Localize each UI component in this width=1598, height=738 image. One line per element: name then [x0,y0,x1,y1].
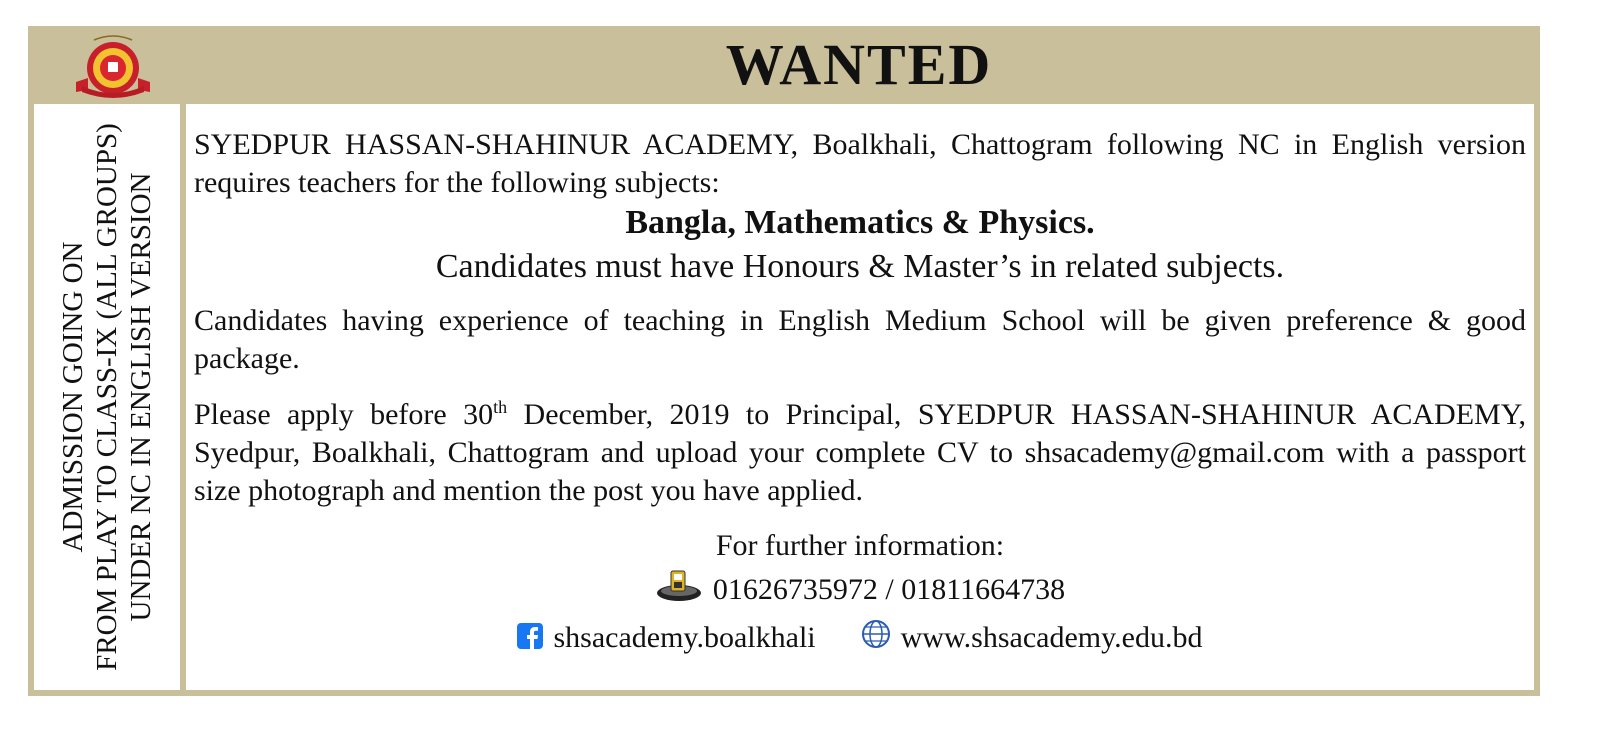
page-title: WANTED [725,32,993,97]
apply-paragraph [194,396,1526,510]
requirement-line: Candidates must have Honours & Master’s in related subjects. [435,248,1285,285]
sidebar-line: ADMISSION GOING ON [57,241,89,553]
apply-prefix: Please apply before 30 [194,398,494,431]
main-content [186,104,1534,690]
advertisement-frame [28,26,1540,696]
academy-seal-icon [68,34,158,102]
contact-block [194,524,1526,662]
intro-paragraph: SYEDPUR HASSAN-SHAHINUR ACADEMY, Boalkhali, Chattogram following NC in English version requires teachers for the following subjects: [194,128,1526,199]
contact-heading: For further information: [715,529,1005,562]
header-band [28,26,1540,104]
date-suffix: th [493,397,508,417]
subjects-heading: Bangla, Mathematics & Physics. [625,204,1095,241]
sidebar-line: UNDER NC IN ENGLISH VERSION [125,172,157,622]
phone-numbers: 01626735972 / 01811664738 [712,573,1066,606]
phone-line [194,568,1526,616]
globe-icon [861,618,891,662]
telephone-icon [655,569,703,616]
facebook-link[interactable]: shsacademy.boalkhali [553,620,816,654]
website-link[interactable]: www.shsacademy.edu.bd [900,620,1203,654]
facebook-icon [517,618,543,662]
social-line [194,616,1526,662]
admission-notice [56,107,158,687]
preference-paragraph: Candidates having experience of teaching in English Medium School will be given preference & good package. [194,304,1526,375]
admission-sidebar [34,104,180,690]
sidebar-line: FROM PLAY TO CLASS-IX (ALL GROUPS) [91,123,123,671]
apply-rest: December, 2019 to Principal, SYEDPUR HASSAN-SHAHINUR ACADEMY, Syedpur, Boalkhali, Chattogram and upload your complete CV to shsacademy@gmail.com with a passport size photograph and mention the post you have applied. [194,398,1526,507]
